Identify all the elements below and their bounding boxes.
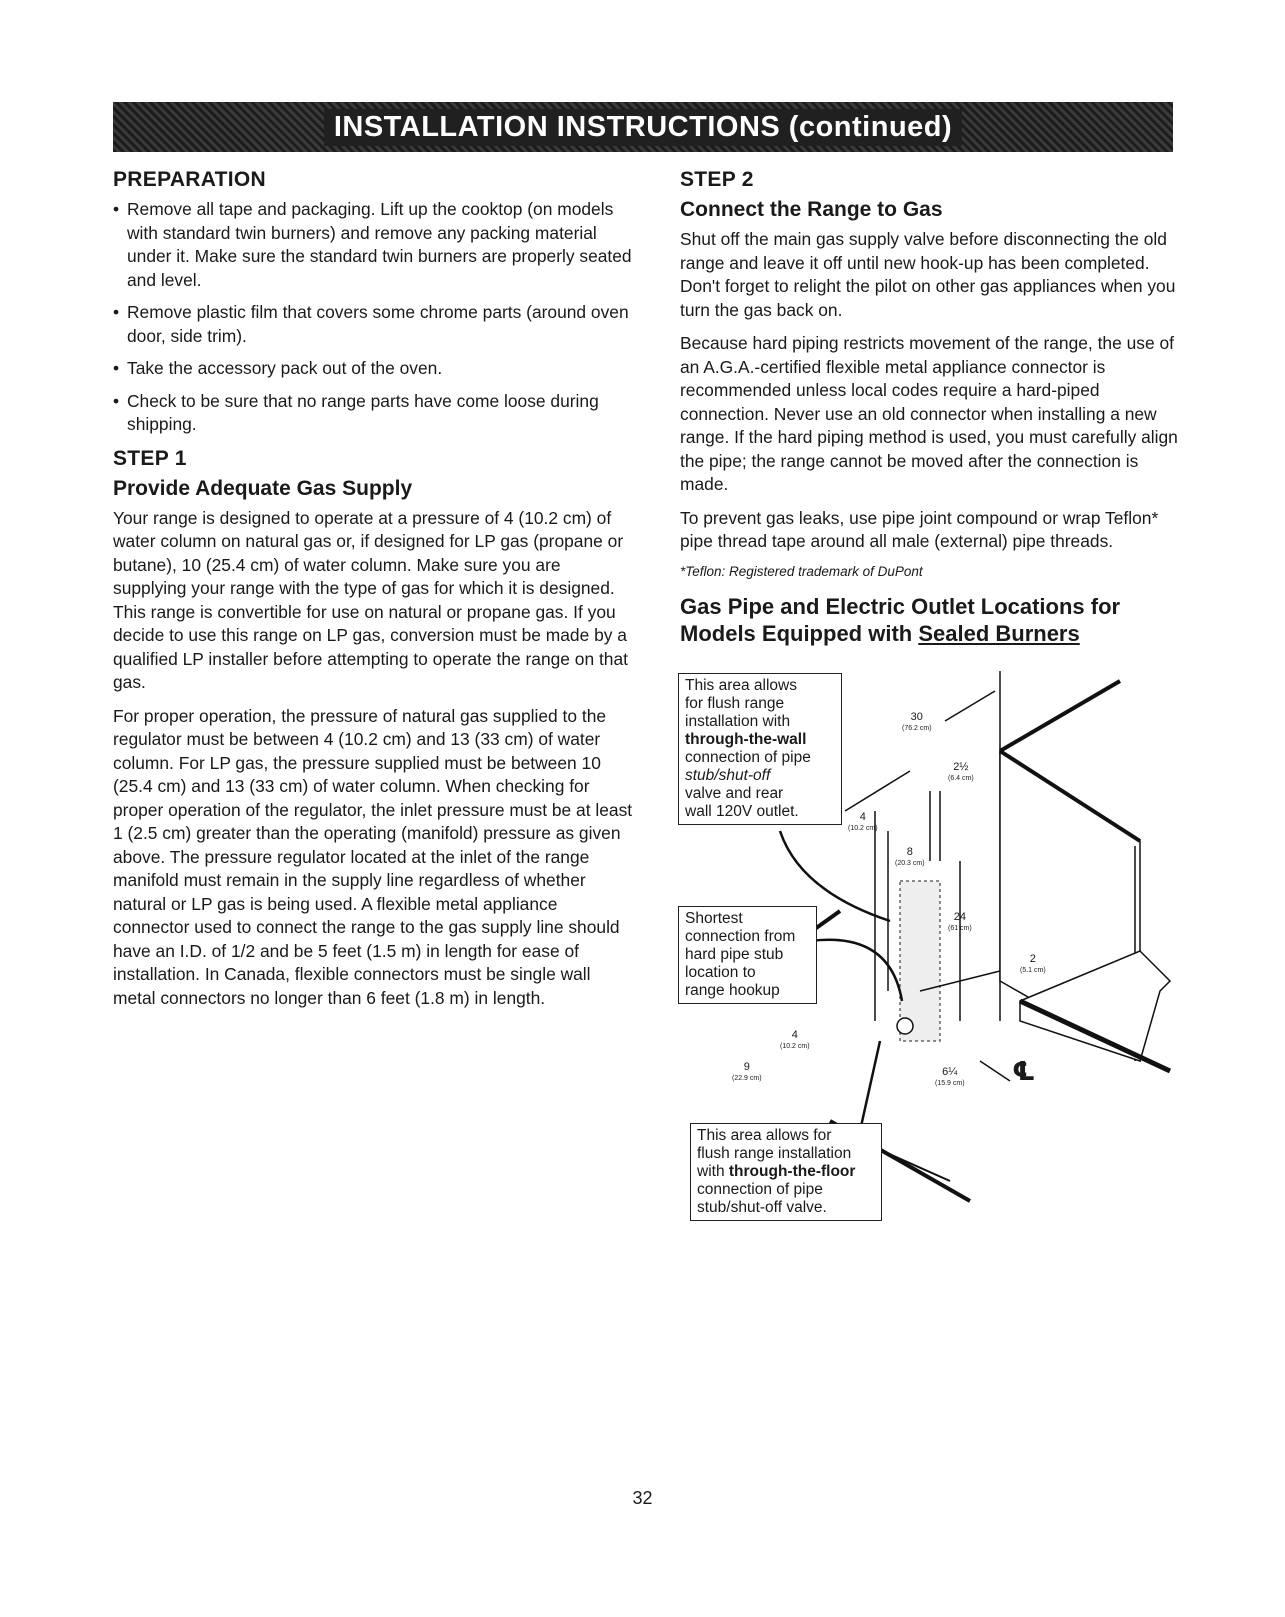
dim-4-wall: 4 (10.2 cm) [848,810,878,832]
left-column [113,168,633,1020]
list-item: • Check to be sure that no range parts have come loose during shipping. [113,390,633,437]
callout-line: installation with [685,712,791,730]
callout-line: valve and rear [685,784,784,802]
callout-line: This area allows for [697,1126,832,1144]
step2-paragraph: To prevent gas leaks, use pipe joint compound or wrap Teflon* pipe thread tape around all male (external) pipe threads. [680,507,1159,551]
callout-line: stub/shut-off valve. [697,1198,827,1216]
dim-30: 30 (76.2 cm) [902,710,932,732]
counter-top-left [1000,681,1120,751]
callout-through-floor [690,1123,882,1221]
callout-line: connection from [685,927,796,945]
step2-paragraph: Because hard piping restricts movement of the range, the use of an A.G.A.-certified flexible metal appliance connector is recommended unless local codes require a hard-piped connection. Never use an old connector when installing a new range. If the hard piping method is used, you must carefully align the pipe; the range cannot be moved after the connection is made. [680,333,1178,494]
page-number: 32 [632,1488,653,1508]
callout-text-bold: through-the-floor [728,1162,856,1180]
callout-line: range hookup [685,981,780,999]
callout-through-wall [678,673,842,825]
callout-line: flush range installation [697,1144,852,1162]
step1-paragraph: Your range is designed to operate at a pressure of 4 (10.2 cm) of water column on natural gas or, if designed for LP gas (propane or butane), 10 (25.4 cm) of water column. Make sure you are supplying your range with the type of gas for which it is designed. This range is convertible for use on natural or propane gas. If you decide to use this range on LP gas, conversion must be made by a qualified LP installer before attempting to operate the range on that gas. [113,507,628,692]
step1-label: STEP 1 [113,446,187,470]
callout-text: with [697,1162,729,1180]
callout-line: wall 120V outlet. [685,802,799,820]
callout-line: This area allows [685,676,797,694]
callout-line: for flush range [685,694,785,712]
step2-label: STEP 2 [680,168,754,191]
callout-line: connection of pipe [685,748,811,766]
dim-4-floor: 4 (10.2 cm) [780,1028,810,1050]
dim-2-half: 2½ (6.4 cm) [948,760,974,782]
preparation-heading: PREPARATION [113,168,267,191]
step1-paragraph: For proper operation, the pressure of natural gas supplied to the regulator must be between 4 (10.2 cm) and 13 (33 cm) of water column. For LP gas, the pressure supplied must be between 10 (25.4 cm) and 13 (33 cm) of water column. When checking for proper operation of the regulator, the inlet pressure must be at least 1 (2.5 cm) greater than the operating (manifold) pressure as given above. The pressure regulator located at the inlet of the range manifold must remain in the supply line regardless of whether natural or LP gas is being used. A flexible metal appliance connector used to connect the range to the gas supply line should have an I.D. of 1/2 and be 5 feet (1.5 m) in length for ease of installation. In Canada, flexible connectors must be single wall metal connectors no longer than 6 feet (1.8 m) in length. [113,705,633,1008]
step2-title: Connect the Range to Gas [680,198,943,221]
callout-line: Shortest [685,909,743,927]
dim-9: 9 (22.9 cm) [732,1060,762,1082]
callout-line: location to [685,963,756,981]
callout-line: connection of pipe [697,1180,823,1198]
step2-paragraph: Shut off the main gas supply valve before disconnecting the old range and leave it off until new hook-up has been completed. Don't forget to relight the pilot on other gas appliances when you turn the gas back on. [680,229,1176,320]
locations-title-text: Gas Pipe and Electric Outlet Locations for Models Equipped with [680,593,1121,646]
dim-8: 8 (20.3 cm) [895,845,925,867]
centerline-symbol: ℄ [1012,1055,1036,1086]
dim-24: 24 (61 cm) [948,910,972,932]
right-column [680,168,1180,1261]
dim-2: 2 (5.1 cm) [1020,952,1046,974]
callout-line-italic: stub/shut-off [685,766,771,784]
locations-title-underlined: Sealed Burners [918,620,1080,646]
locations-heading [680,593,1180,647]
location-diagram [680,661,1180,1261]
step1-title: Provide Adequate Gas Supply [113,476,413,500]
dim-6-quarter: 6¼ (15.9 cm) [935,1065,965,1087]
preparation-list [113,198,633,437]
list-item: • Remove all tape and packaging. Lift up the cooktop (on models with standard twin burners) and remove any packing material under it. Make sure the standard twin burners are properly seated and level. [113,198,633,292]
list-item: • Remove plastic film that covers some chrome parts (around oven door, side trim). [113,301,633,348]
section-banner [113,102,1173,152]
callout-line: hard pipe stub [685,945,784,963]
banner-title: INSTALLATION INSTRUCTIONS (continued) [324,109,962,146]
list-item: • Take the accessory pack out of the oven. [113,357,633,381]
callout-line-bold: through-the-wall [685,730,807,748]
teflon-footnote: *Teflon: Registered trademark of DuPont [680,563,923,579]
callout-shortest [678,906,817,1004]
pipe-area [900,881,940,1041]
callout-line [697,1163,875,1181]
